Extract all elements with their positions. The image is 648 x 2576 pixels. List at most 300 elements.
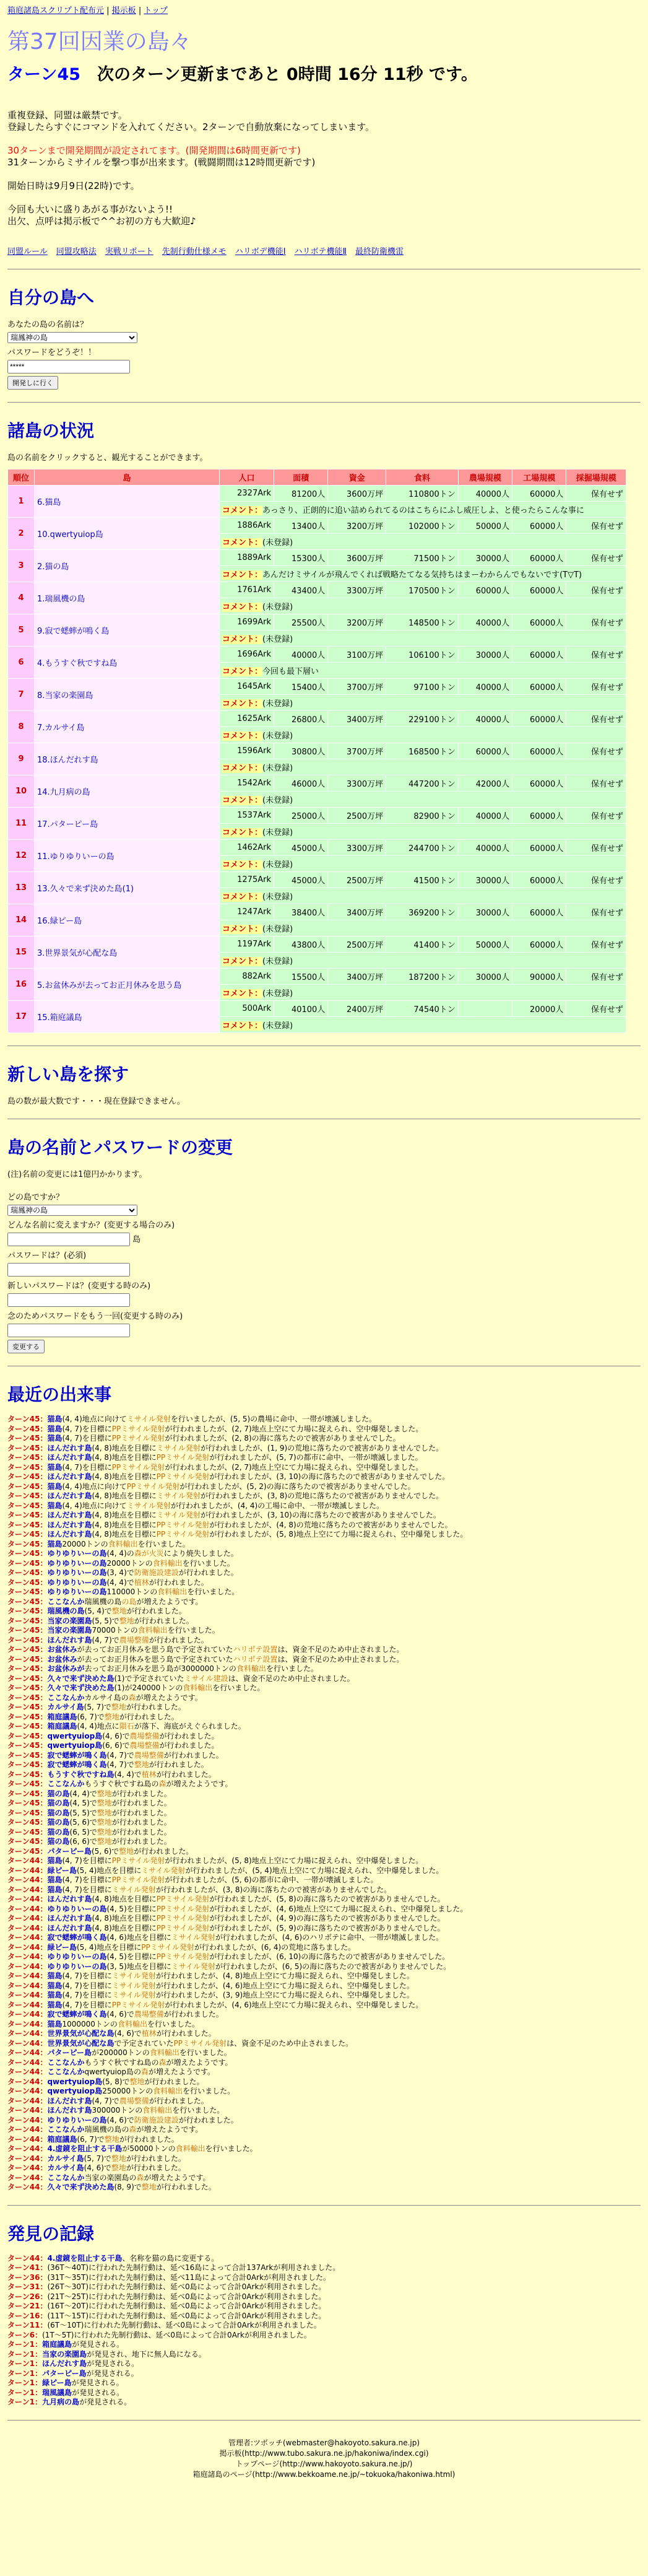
- stat-cell-area: 45000人: [274, 840, 327, 856]
- stat-cell-mine: 保有せず: [566, 550, 626, 566]
- admin-link[interactable]: 管理者:ツボッチ(webmaster@hakoyoto.sakura.ne.jp): [228, 2438, 420, 2447]
- event-result: が行われましたが、(3, 8)の海に落ちたので被害がありませんでした。: [155, 1885, 392, 1894]
- event-target: 300000トンの: [92, 2106, 143, 2115]
- event-line: [7, 1952, 641, 1962]
- record-line: [7, 2282, 641, 2292]
- record-line: [7, 2388, 641, 2398]
- new-name-input[interactable]: [7, 1233, 130, 1246]
- island-name-link[interactable]: 4.もうすぐ秋ですね島: [35, 647, 220, 679]
- top-footer-link[interactable]: トップページ(http://www.hakoyoto.sakura.ne.jp/): [235, 2459, 413, 2468]
- event-line: [7, 1655, 641, 1665]
- ranking-row: [8, 679, 626, 695]
- event-turn: ターン44：: [7, 2163, 48, 2172]
- comment-cell: [220, 856, 626, 872]
- event-target: が去ってお正月休みを思う島で予定されていた: [77, 1654, 233, 1664]
- event-result: が行われましたが、(3, 8)の荒地に落ちたので被害がありませんでした。: [200, 1491, 444, 1500]
- event-result: が行われましたが、(5, 8)地点上空にて力場に捉えられ、空中爆発しました。: [209, 1530, 468, 1539]
- event-island: 猫島: [47, 1539, 63, 1548]
- event-turn: ターン45：: [7, 1511, 48, 1519]
- rules-menu-link[interactable]: 実戦リポート: [105, 247, 153, 256]
- event-action: PPミサイル発射: [156, 1923, 210, 1932]
- event-line: [7, 1636, 641, 1646]
- event-line: [7, 1856, 641, 1866]
- event-action: PPミサイル発射: [111, 1875, 165, 1884]
- notice-line: 登録したらすぐにコマンドを入れてください。2ターンで自動放棄になってしまいます。: [7, 121, 375, 133]
- event-turn: ターン44：: [7, 1923, 48, 1932]
- event-result: が行われました。: [126, 2154, 186, 2163]
- event-result: が行われました。: [178, 2115, 238, 2124]
- comment-cell: [220, 534, 626, 550]
- stat-cell-factory: 60000人: [512, 711, 566, 727]
- comment-cell: [220, 598, 626, 614]
- rules-menu-link[interactable]: 同盟攻略法: [56, 247, 97, 256]
- record-text: が発見される。: [87, 2359, 139, 2368]
- event-action: PPミサイル発射: [156, 1914, 210, 1923]
- script-source-link[interactable]: 箱庭諸島スクリプト配布元: [7, 6, 105, 15]
- bbs-link[interactable]: 掲示板: [111, 6, 136, 15]
- event-action: ミサイル発射: [111, 1991, 156, 1999]
- event-turn: ターン44：: [7, 1875, 48, 1884]
- ranking-row: [8, 1001, 626, 1017]
- comment-text: (未登録): [262, 635, 293, 644]
- event-action: 農場整備: [119, 1635, 149, 1644]
- stat-cell-money: 3600万坪: [328, 486, 386, 502]
- record-text: が発見される。: [86, 2369, 139, 2378]
- stat-cell-factory: 60000人: [512, 518, 566, 534]
- event-target: が200000トンの: [92, 2048, 150, 2057]
- record-text: (31T〜35T)に行われた先制行動は、延べ11島によって合計0Arkが利用されました。: [47, 2273, 331, 2282]
- comment-text: (未登録): [262, 538, 293, 548]
- island-name-link[interactable]: 6.猫島: [35, 486, 220, 518]
- event-target: (4, 5)で: [69, 1799, 97, 1807]
- island-name-link[interactable]: 5.お盆休みが去ってお正月休みを思う島: [35, 969, 220, 1001]
- record-text: (1T〜5T)に行われた先制行動は、延べ0島によって合計0Arkが利用されました。: [42, 2330, 311, 2339]
- event-turn: ターン44：: [7, 2048, 48, 2057]
- stat-cell-mine: 保有せず: [566, 937, 626, 953]
- event-turn: ターン45：: [7, 1501, 48, 1510]
- event-action: 森: [128, 1693, 136, 1702]
- event-turn: ターン45：: [7, 1587, 48, 1596]
- rank-cell: 5: [8, 614, 35, 647]
- island-name-link[interactable]: 11.ゆりゆりいーの島: [35, 840, 220, 872]
- event-target: (4, 4)で: [69, 1789, 97, 1798]
- island-name-link[interactable]: 13.久々で来ず決めた島(1): [35, 872, 220, 904]
- event-island: 緑ピー島: [47, 1942, 77, 1952]
- event-island: もうすぐ秋ですね島: [47, 1770, 114, 1779]
- divider: [7, 402, 641, 403]
- event-action: ミサイル発射: [156, 1491, 201, 1500]
- island-select[interactable]: [7, 332, 137, 343]
- event-result: が行われましたが、(1, 9)の荒地に落ちたので被害がありませんでした。: [200, 1443, 444, 1452]
- event-island: 箱庭議島: [47, 2134, 77, 2144]
- event-target: (6, 6)で: [69, 1837, 97, 1846]
- event-target: (4, 4)で: [106, 1578, 134, 1587]
- rules-menu-link[interactable]: 最終防衛機雷: [355, 247, 404, 256]
- event-line: [7, 1674, 641, 1684]
- rules-menu-link[interactable]: 先制行動仕様メモ: [162, 247, 227, 256]
- event-turn: ターン44：: [7, 2125, 48, 2134]
- event-line: [7, 2135, 641, 2145]
- event-line: [7, 1607, 641, 1617]
- event-line: [7, 2125, 641, 2135]
- change-heading: 島の名前とパスワードの変更: [7, 1137, 233, 1158]
- event-line: [7, 1530, 641, 1540]
- stat-cell-factory: 60000人: [512, 840, 566, 856]
- event-line: [7, 2010, 641, 2020]
- event-line: [7, 1732, 641, 1742]
- event-line: [7, 1501, 641, 1511]
- stat-cell-area: 15500人: [274, 969, 327, 985]
- event-result: を行いました。: [212, 1683, 265, 1692]
- event-target: (4, 8)地点を目標に: [92, 1453, 157, 1462]
- record-island: パターピー島: [42, 2369, 87, 2378]
- record-island: ほんだれす島: [42, 2359, 87, 2368]
- event-result: は、資金不足のため中止されました。: [277, 1645, 404, 1654]
- stat-cell-food: 229100トン: [386, 711, 459, 727]
- event-result: を行いました。: [182, 1558, 235, 1568]
- stat-cell-farm: 50000人: [458, 518, 512, 534]
- bbs-footer-link[interactable]: 掲示板(http://www.tubo.sakura.ne.jp/hakoniwa/index.cgi): [219, 2448, 429, 2458]
- event-turn: ターン45：: [7, 1482, 48, 1491]
- event-island: 猫島: [47, 1424, 63, 1433]
- hakoniwa-link[interactable]: 箱庭諸島のページ(http://www.bekkoame.ne.jp/~tokuoka/hakoniwa.html): [192, 2469, 456, 2479]
- event-line: [7, 1617, 641, 1626]
- develop-button[interactable]: 開発しに行く: [7, 376, 58, 390]
- notice-line: 開始日時は9月9日(22時)です。: [7, 180, 140, 191]
- notice-line: 今回も大いに盛りあがる事がないよう!!: [7, 204, 173, 215]
- status-section: [7, 417, 641, 1033]
- rank-cell: 6: [8, 647, 35, 679]
- event-line: [7, 1770, 641, 1780]
- island-name-link[interactable]: 17.パターピー島: [35, 808, 220, 840]
- notice-line: 31ターンからミサイルを撃つ事が出来ます。(戦闘期間は12時間更新です): [7, 157, 316, 168]
- ranking-table: [7, 469, 626, 1033]
- comment-label: コメント：: [222, 925, 263, 934]
- event-target: (5, 5)で: [92, 1616, 119, 1625]
- island-name-link[interactable]: 15.箱庭議島: [35, 1001, 220, 1033]
- record-line: [7, 2359, 641, 2369]
- event-result: が行われました。: [119, 2134, 179, 2144]
- stat-cell-farm: 40000人: [458, 614, 512, 631]
- event-result: が行われましたが、(4, 8)地点上空にて力場に捉えられ、空中爆発しました。: [155, 1971, 414, 1980]
- comment-label: コメント：: [222, 603, 263, 612]
- event-island: ほんだれす島: [47, 1491, 92, 1500]
- stat-cell-farm: 30000人: [458, 969, 512, 985]
- stat-cell-factory: 60000人: [512, 937, 566, 953]
- stat-cell-food: 110800トン: [386, 486, 459, 502]
- event-line: [7, 2183, 641, 2193]
- island-name-link[interactable]: 18.ほんだれす島: [35, 743, 220, 775]
- confirm-password-input[interactable]: [7, 1324, 130, 1337]
- ranking-header-cell: 島: [35, 469, 220, 486]
- stat-cell-pop: 1889Ark: [220, 550, 274, 566]
- event-line: [7, 1779, 641, 1789]
- event-result: が行われましたが、(4, 6)地点上空にて力場に捉えられ、空中爆発しました。: [165, 2000, 423, 2009]
- event-line: [7, 1434, 641, 1444]
- change-section: [7, 1134, 641, 1353]
- event-action: 整地: [104, 1712, 119, 1721]
- stat-cell-food: 148500トン: [386, 614, 459, 631]
- event-target: (8, 9)で: [114, 2183, 142, 2191]
- event-result: が行われました。: [178, 1568, 238, 1577]
- island-name-link[interactable]: 1.瑞風機の島: [35, 582, 220, 614]
- new-password-input[interactable]: [7, 1293, 130, 1307]
- event-island: ここなんか: [47, 2058, 85, 2067]
- event-action: PPミサイル発射: [111, 2000, 165, 2009]
- stat-cell-food: 187200トン: [386, 969, 459, 985]
- event-action: 防衛施設建設: [134, 2115, 179, 2124]
- event-result: が増えたようです。: [136, 1693, 202, 1702]
- confirm-password-label: 念のためパスワードをもう一回(変更する時のみ): [7, 1312, 183, 1321]
- ranking-row: [8, 550, 626, 566]
- event-turn: ターン45：: [7, 1674, 48, 1683]
- rules-menu-link[interactable]: ハリボデ機能Ⅰ: [235, 247, 286, 256]
- event-line: [7, 1415, 641, 1425]
- event-island: 猫の島: [47, 1837, 70, 1846]
- rank-cell: 16: [8, 969, 35, 1001]
- change-button[interactable]: 変更する: [7, 1340, 45, 1353]
- event-action: 農場整備: [119, 2096, 149, 2105]
- island-name-link[interactable]: 7.カルサイ島: [35, 711, 220, 743]
- rank-cell: 1: [8, 486, 35, 518]
- comment-label: コメント：: [222, 699, 263, 709]
- island-name-link[interactable]: 8.当家の楽園島: [35, 679, 220, 711]
- comment-text: (未登録): [262, 1021, 293, 1031]
- event-island: ゆりゆりいーの島: [47, 1587, 107, 1596]
- event-line: [7, 1962, 641, 1972]
- ranking-row: [8, 937, 626, 953]
- rank-cell: 17: [8, 1001, 35, 1033]
- stat-cell-food: 168500トン: [386, 743, 459, 759]
- event-action: ミサイル発射: [126, 1415, 171, 1423]
- event-line: [7, 2020, 641, 2030]
- event-result: が行われました。: [134, 1616, 194, 1625]
- record-line: [7, 2369, 641, 2379]
- event-result: は、資金不足のため中止されました。: [277, 1654, 404, 1664]
- event-island: 猫の島: [47, 1827, 70, 1836]
- event-turn: ターン44：: [7, 1971, 48, 1980]
- event-action: 整地: [129, 2077, 145, 2086]
- event-target: (4, 4)地点に向けて: [62, 1482, 127, 1491]
- event-island: 猫島: [47, 1991, 63, 1999]
- event-target: (4, 8)地点を目標に: [92, 1530, 157, 1539]
- event-island: ここなんか: [47, 2067, 85, 2076]
- event-target: 250000トンの: [102, 2087, 153, 2095]
- ranking-header-cell: 農場規模: [458, 469, 512, 486]
- ranking-row: [8, 614, 626, 631]
- notice-block: [7, 110, 641, 227]
- event-action: ミサイル発射: [156, 1443, 201, 1452]
- stat-cell-money: 3200万坪: [328, 614, 386, 631]
- event-line: [7, 1924, 641, 1934]
- record-island: 当家の楽園島: [42, 2349, 87, 2359]
- island-name-link[interactable]: 9.寂で蟋蟀が鳴く島: [35, 614, 220, 647]
- comment-label: コメント：: [222, 828, 263, 837]
- event-island: ゆりゆりいーの島: [47, 1952, 107, 1961]
- record-turn: ターン1：: [7, 2349, 43, 2359]
- stat-cell-mine: 保有せず: [566, 711, 626, 727]
- event-turn: ターン45：: [7, 1434, 48, 1443]
- password-input[interactable]: [7, 360, 130, 373]
- event-line: [7, 2173, 641, 2183]
- stat-cell-mine: 保有せず: [566, 872, 626, 888]
- island-name-link[interactable]: 14.九月病の島: [35, 775, 220, 808]
- stat-cell-area: 25000人: [274, 808, 327, 824]
- event-island: 寂で蟋蟀が鳴く島: [47, 1760, 107, 1769]
- comment-cell: [220, 792, 626, 808]
- ranking-row: [8, 775, 626, 792]
- record-text: (26T〜30T)に行われた先制行動は、延べ0島によって合計0Arkが利用されました。: [47, 2282, 326, 2291]
- events-heading: 最近の出来事: [7, 1384, 112, 1405]
- island-name-link[interactable]: 10.qwertyuiop島: [35, 518, 220, 550]
- stat-cell-area: 81200人: [274, 486, 327, 502]
- event-result: を行いました。: [187, 1587, 240, 1596]
- event-line: [7, 1875, 641, 1885]
- event-action: ミサイル発射: [111, 1885, 156, 1894]
- stat-cell-mine: 保有せず: [566, 582, 626, 598]
- rules-menu-link[interactable]: 同盟ルール: [7, 247, 48, 256]
- event-island: お盆休み: [47, 1645, 77, 1654]
- event-turn: ターン45：: [7, 1616, 48, 1625]
- stat-cell-factory: 60000人: [512, 582, 566, 598]
- event-line: [7, 2039, 641, 2049]
- event-target: (4, 7)を目標に: [62, 1434, 112, 1443]
- event-target: 瑞風機の島: [84, 1597, 122, 1606]
- event-target: 去ってお正月休みを思う島が3000000トンの: [84, 1664, 236, 1673]
- stat-cell-food: 82900トン: [386, 808, 459, 824]
- event-island: qwertyuiop島: [47, 2087, 103, 2095]
- stat-cell-pop: 1542Ark: [220, 775, 274, 792]
- event-action: 整地: [97, 1837, 112, 1846]
- event-target: (5, 4)地点を目標に: [77, 1942, 142, 1952]
- island-name-link[interactable]: 2.猫の島: [35, 550, 220, 582]
- new-island-heading: 新しい島を探す: [7, 1064, 129, 1085]
- rules-menu: [7, 245, 641, 256]
- event-turn: ターン44：: [7, 1933, 48, 1942]
- event-turn: ターン44：: [7, 1991, 48, 1999]
- event-target: (4, 8)地点を目標に: [92, 1895, 157, 1903]
- top-link[interactable]: トップ: [144, 6, 168, 15]
- event-target: (5, 6)で: [92, 1846, 119, 1856]
- event-line: [7, 1453, 641, 1463]
- event-action: PPミサイル発射: [111, 1424, 165, 1433]
- event-target: が去ってお正月休みを思う島で予定されていた: [77, 1645, 233, 1654]
- event-turn: ターン45：: [7, 1462, 48, 1472]
- rank-cell: 4: [8, 582, 35, 614]
- event-line: [7, 1664, 641, 1674]
- my-island-section: [7, 284, 641, 390]
- records-section: [7, 2220, 641, 2408]
- event-target: (4, 5)を目標に: [106, 1952, 157, 1961]
- event-action: 整地: [104, 2134, 119, 2144]
- event-target: (4, 7)を目標に: [62, 1981, 112, 1990]
- event-action: 農場整備: [134, 2010, 164, 2019]
- stat-cell-money: 3300万坪: [328, 775, 386, 792]
- event-action: 整地: [111, 2163, 126, 2172]
- new-password-label: 新しいパスワードは？(変更する時のみ): [7, 1281, 151, 1291]
- event-island: 猫島: [47, 2019, 63, 2028]
- comment-cell: [220, 953, 626, 969]
- event-action: 植林: [134, 1578, 149, 1587]
- comment-text: あんだけミサイルが飛んでくれば戦略たてなる気持ちはまーわからんでもないです(T▽T): [262, 570, 582, 580]
- stat-cell-pop: 1537Ark: [220, 808, 274, 824]
- stat-cell-food: 447200トン: [386, 775, 459, 792]
- event-turn: ターン45：: [7, 1664, 48, 1673]
- event-result: が行われました。: [159, 1741, 219, 1750]
- event-line: [7, 1549, 641, 1559]
- change-island-select[interactable]: [7, 1205, 137, 1216]
- record-line: [7, 2350, 641, 2360]
- island-name-link[interactable]: 3.世界景気が心配な島: [35, 937, 220, 969]
- event-island: 緑ピー島: [47, 1866, 77, 1875]
- event-line: [7, 2058, 641, 2068]
- stat-cell-money: 3700万坪: [328, 743, 386, 759]
- record-turn: ターン31：: [7, 2282, 48, 2291]
- event-island: ゆりゆりいーの島: [47, 1568, 107, 1577]
- comment-cell: [220, 920, 626, 937]
- record-text: が発見される。: [72, 2340, 124, 2349]
- ranking-row: [8, 872, 626, 888]
- record-island: 九月病の島: [42, 2398, 80, 2406]
- record-turn: ターン36：: [7, 2273, 48, 2282]
- rules-menu-link[interactable]: ハリボテ機能Ⅱ: [294, 247, 347, 256]
- event-line: [7, 2154, 641, 2164]
- record-line: [7, 2292, 641, 2302]
- event-island: ほんだれす島: [47, 1635, 92, 1644]
- stat-cell-money: 3600万坪: [328, 550, 386, 566]
- event-result: が行われました。: [149, 1760, 209, 1769]
- comment-text: あっさり、正朗的に追い詰められてるのはこちらにふし威圧しよ、と使ったらこんな事に: [262, 506, 584, 515]
- island-suffix: 島: [132, 1235, 141, 1244]
- event-target: (6, 5)で: [69, 1827, 97, 1836]
- divider: [7, 2205, 641, 2206]
- record-text: (16T〜20T)に行われた先制行動は、延べ0島によって合計0Arkが利用されました。: [47, 2302, 326, 2310]
- event-result: が行われましたが、(5, 6)の都市に命中、一帯が壊滅しました。: [165, 1875, 378, 1884]
- event-target: (4, 6)で: [106, 2115, 134, 2124]
- stat-cell-mine: 保有せず: [566, 518, 626, 534]
- record-turn: ターン16：: [7, 2311, 48, 2320]
- event-line: [7, 2163, 641, 2173]
- event-action: 整地: [141, 2183, 157, 2191]
- event-action: PPミサイル発射: [156, 1895, 210, 1903]
- event-result: が行われました。: [159, 1731, 219, 1740]
- event-result: が落下、海底がえぐられました。: [134, 1722, 246, 1731]
- comment-label: コメント：: [222, 1021, 263, 1031]
- event-result: が行われました。: [119, 1712, 179, 1721]
- event-line: [7, 1559, 641, 1569]
- event-action: 整地: [97, 1818, 112, 1827]
- record-line: [7, 2254, 641, 2264]
- event-action: 食料輸出: [137, 1626, 168, 1635]
- comment-text: (未登録): [262, 699, 293, 709]
- comment-text: (未登録): [262, 796, 293, 805]
- event-result: が行われましたが、(4, 6)地点上空にて力場に捉えられ、空中爆発しました。: [155, 1981, 414, 1990]
- current-password-input[interactable]: [7, 1263, 130, 1277]
- stat-cell-area: 45000人: [274, 872, 327, 888]
- stat-cell-mine: 保有せず: [566, 679, 626, 695]
- stat-cell-pop: 500Ark: [220, 1001, 274, 1017]
- rank-cell: 9: [8, 743, 35, 775]
- event-action: の島: [121, 1597, 137, 1606]
- event-result: は、資金不足のため中止されました。: [228, 1674, 355, 1683]
- event-target: もうすぐ秋ですね島の: [84, 2058, 159, 2067]
- stat-cell-factory: 60000人: [512, 872, 566, 888]
- event-turn: ターン45：: [7, 1808, 48, 1817]
- record-text: (36T〜40T)に行われた先制行動は、延べ16島によって合計137Arkが利用されました。: [47, 2263, 340, 2272]
- records-heading: 発見の記録: [7, 2223, 95, 2244]
- record-turn: ターン41：: [7, 2263, 48, 2272]
- island-name-link[interactable]: 16.緑ピー島: [35, 904, 220, 937]
